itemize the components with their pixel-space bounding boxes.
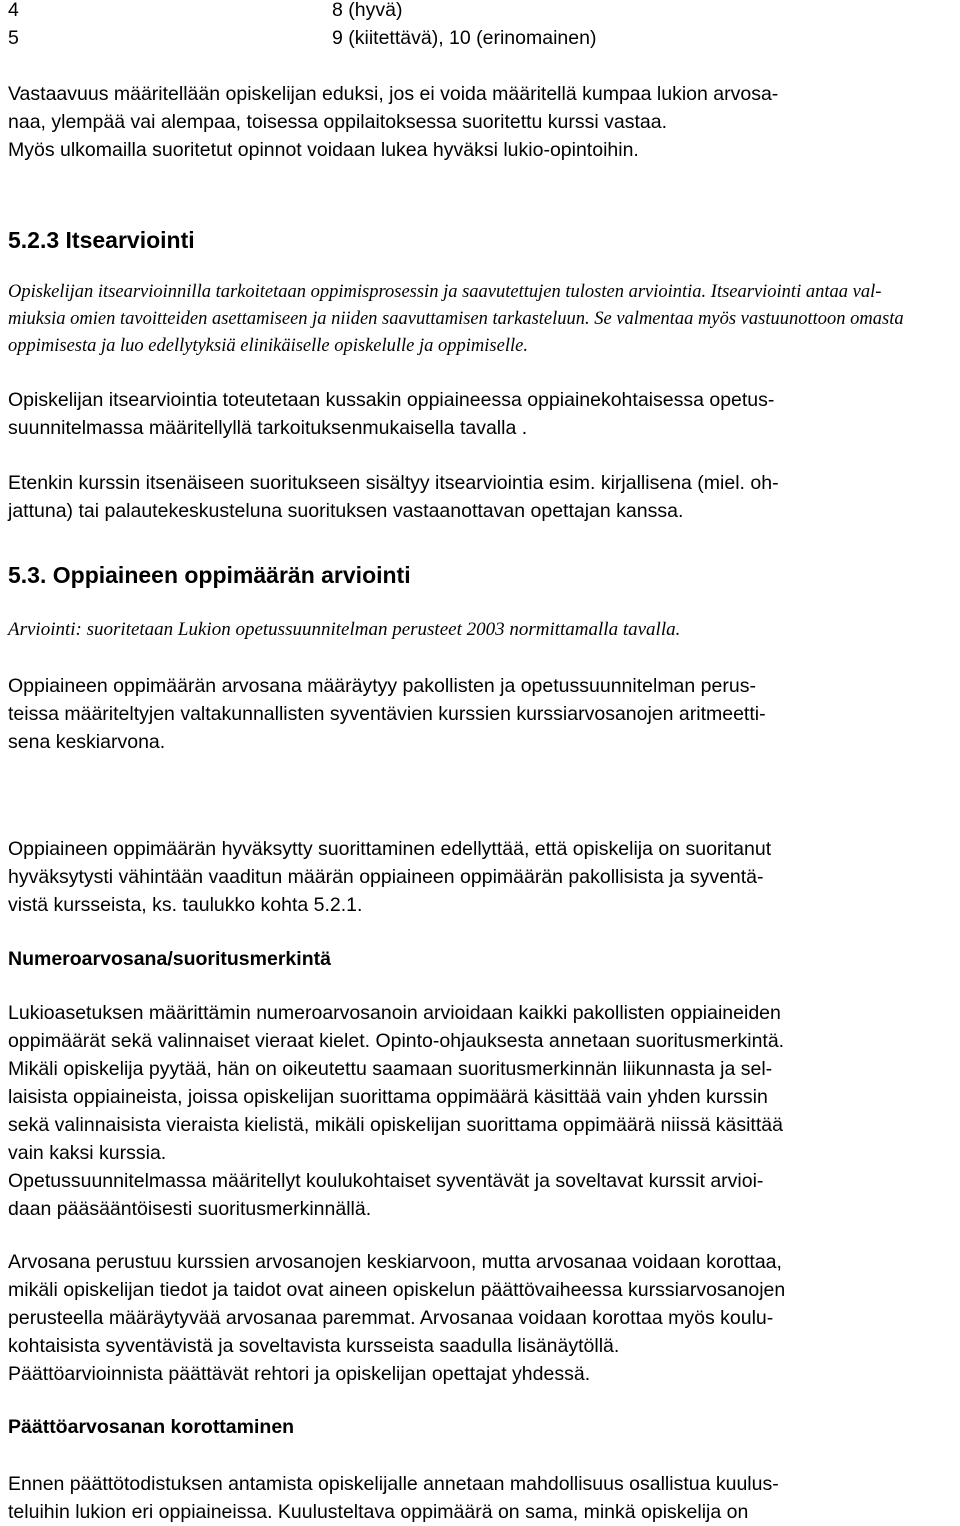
paragraph-grade-average: Arvosana perustuu kurssien arvosanojen keskiarvoon, mutta arvosanaa voidaan korottaa, mikäli opiskelijan tiedot ja taidot ovat aineen opiskelun päättövaiheessa kurssiarvosanojen perusteella määräytyvää arvosanaa paremmat. Arvosanaa voidaan korottaa myös koulu- kohtaisista syventävistä ja soveltavista kursseista saadulla lisänäytöllä. Päättöarvioinnista päättävät rehtori ja opiskelijan opettajat yhdessä.	[8, 1251, 786, 1385]
grade-row-desc: 9 (kiitettävä), 10 (erinomainen)	[332, 27, 597, 49]
paragraph-self-assessment-italic: Opiskelijan itsearvioinnilla tarkoitetaan oppimisprosessin ja saavutettujen tulosten arviointia. Itsearviointi antaa val- miuksia omien tavoitteiden asettamiseen ja niiden saavuttamisen tarkasteluun. Se valmentaa myös vastuunottoon omasta oppimisesta ja luo edellytyksiä elinikäiselle opiskelulle ja oppimiselle.	[8, 282, 904, 356]
paragraph-grade-basis: Oppiaineen oppimäärän arvosana määräytyy pakollisten ja opetussuunnitelman perus- teissa määriteltyjen valtakunnallisten syventävien kurssien kurssiarvosanojen aritmeetti- sena keskiarvona.	[8, 675, 766, 753]
section-heading-53: 5.3. Oppiaineen oppimäärän arviointi	[8, 562, 411, 588]
section-heading-523: 5.2.3 Itsearviointi	[8, 227, 195, 253]
paragraph-grade-raise: Ennen päättötodistuksen antamista opiskelijalle annetaan mahdollisuus osallistua kuulus- teluihin lukion eri oppiaineissa. Kuulusteltava oppimäärä on sama, minkä opiskelija on	[8, 1473, 779, 1523]
grade-row-num: 4	[8, 0, 19, 21]
grade-row-desc: 8 (hyvä)	[332, 0, 403, 21]
paragraph-pass-requirements: Oppiaineen oppimäärän hyväksytty suorittaminen edellyttää, että opiskelija on suoritanut hyväksytysti vähintään vaaditun määrän oppiaineen oppimäärän pakollisista ja syventä- vistä kursseista, ks. taulukko kohta 5.2.1.	[8, 838, 772, 916]
paragraph-assessment-italic: Arviointi: suoritetaan Lukion opetussuunnitelman perusteet 2003 normittamalla tavalla.	[8, 619, 681, 640]
paragraph-self-assessment-course: Etenkin kurssin itsenäiseen suoritukseen sisältyy itsearviointia esim. kirjallisena (miel. oh- jattuna) tai palautekeskusteluna suorituksen vastaanottavan opettajan kanssa.	[8, 472, 779, 522]
paragraph-self-assessment-implementation: Opiskelijan itsearviointia toteutetaan kussakin oppiaineessa oppiainekohtaisessa opetus- suunnitelmassa määritellyllä tarkoituksenmukaisella tavalla .	[8, 389, 775, 439]
paragraph-numeric-grade: Lukioasetuksen määrittämin numeroarvosanoin arvioidaan kaikki pakollisten oppiaineiden oppimäärät sekä valinnaiset vieraat kielet. Opinto-ohjauksesta annetaan suoritusmerkintä. Mikäli opiskelija pyytää, hän on oikeutettu saamaan suoritusmerkinnän liikunnasta ja sel- laisista oppiaineista, joissa opiskelijan suorittama oppimäärä käsittää vain yhden kurssin sekä valinnaisista vieraista kielistä, mikäli opiskelijan suorittama oppimäärä niissä käsittää vain kaksi kurssia. Opetussuunnitelmassa määritellyt koulukohtaiset syventävät ja soveltavat kurssit arvioi- daan pääsääntöisesti suoritusmerkinnällä.	[8, 1002, 785, 1220]
heading-grade-raise: Päättöarvosanan korottaminen	[8, 1416, 295, 1438]
heading-numeric-grade: Numeroarvosana/suoritusmerkintä	[8, 948, 331, 970]
paragraph-equivalence: Vastaavuus määritellään opiskelijan eduksi, jos ei voida määritellä kumpaa lukion arvosa- naa, ylempää vai alempaa, toisessa oppilaitoksessa suoritettu kurssi vastaa. Myös ulkomailla suoritetut opinnot voidaan lukea hyväksi lukio-opintoihin.	[8, 83, 779, 161]
grade-row-num: 5	[8, 27, 19, 49]
